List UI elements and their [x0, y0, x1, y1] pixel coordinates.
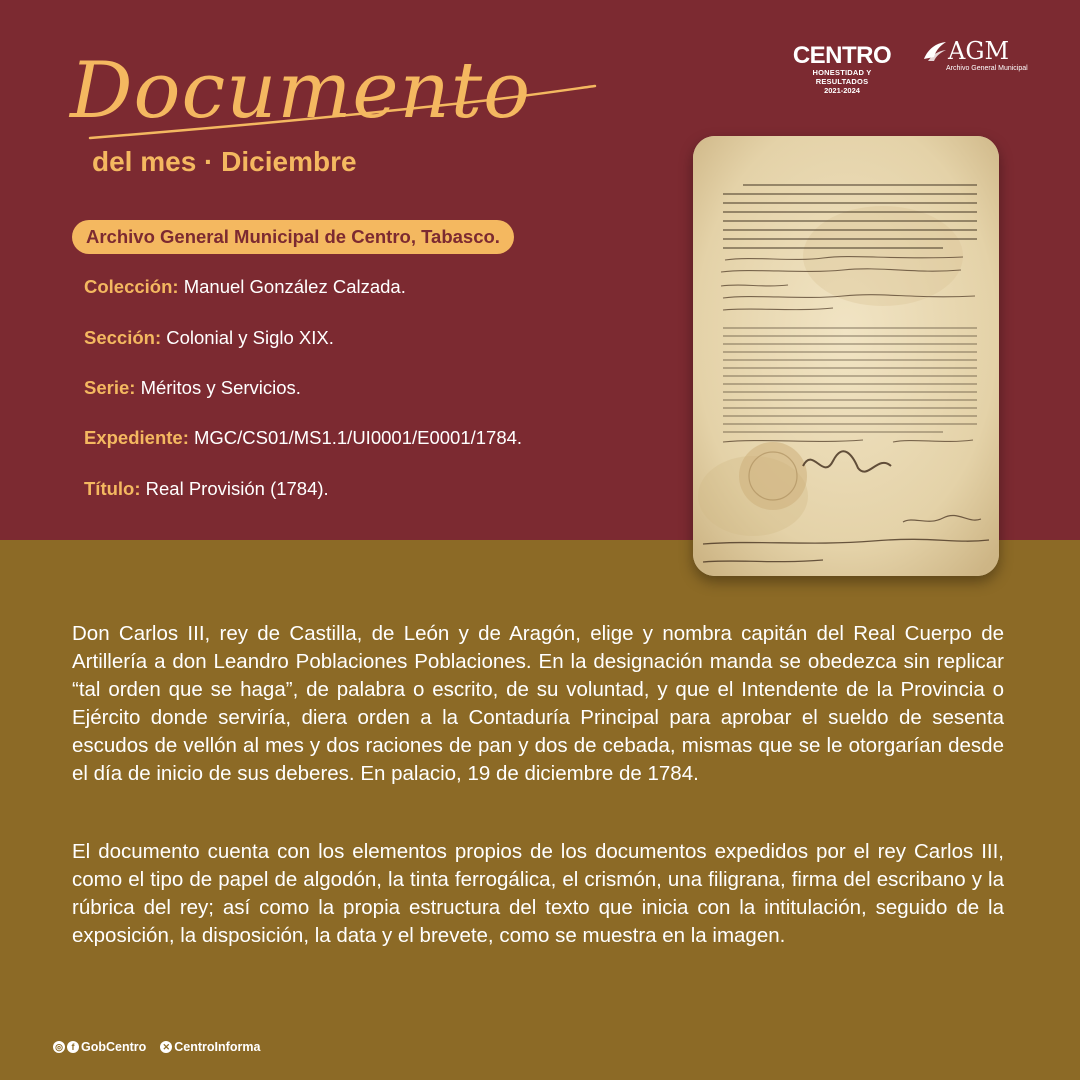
field-value: Manuel González Calzada.: [183, 276, 406, 297]
field-value: Colonial y Siglo XIX.: [166, 327, 334, 348]
description-paragraph-2: El documento cuenta con los elementos propios de los documentos expedidos por el rey Carlos III, como el tipo de papel de algodón, la tinta ferrogálica, el crismón, una filigrana, firma del escribano y la rúbrica del rey; así como la propia estructura del texto que inicia con la intitulación, seguido de la exposición, la disposición, la data y el brevete, como se muestra en la imagen.: [72, 840, 1004, 947]
document-illustration: [693, 136, 999, 576]
archive-pill: Archivo General Municipal de Centro, Tabasco.: [72, 220, 514, 254]
field-expediente: [84, 427, 522, 449]
agm-bird-icon: [922, 39, 948, 63]
agm-logo-caption: Archivo General Municipal: [946, 65, 1028, 72]
field-label: Serie:: [84, 377, 136, 398]
field-label: Título:: [84, 478, 141, 499]
centro-logo-tagline: HONESTIDAD Y RESULTADOS: [812, 68, 872, 86]
social-handle-centroinforma[interactable]: CentroInforma: [174, 1040, 261, 1054]
agm-logo-name: AGM: [948, 37, 1010, 65]
facebook-icon[interactable]: f: [67, 1041, 79, 1053]
social-handle-gobcentro[interactable]: GobCentro: [81, 1040, 147, 1054]
field-coleccion: [84, 276, 406, 298]
x-icon[interactable]: ✕: [160, 1041, 172, 1053]
description-paragraph-1: Don Carlos III, rey de Castilla, de León y de Aragón, elige y nombra capitán del Real Cuerpo de Artillería a don Leandro Poblaciones Poblaciones. En la designación manda se obedezca sin replicar “tal orden que se haga”, de palabra o escrito, de su voluntad, y que el Intendente de la Provincia o Ejército donde serviría, diera orden a la Contaduría Principal para aprobar el sueldo de sesenta escudos de vellón al mes y dos raciones de pan y dos de cebada, mismas que se le otorgarían desde el día de inicio de sus deberes. En palacio, 19 de diciembre de 1784.: [72, 622, 1004, 785]
subtitle-del-mes: del mes · Diciembre: [92, 146, 357, 177]
field-label: Sección:: [84, 327, 162, 348]
historical-document-image: [693, 136, 999, 576]
field-label: Colección:: [84, 276, 179, 297]
field-serie: [84, 377, 301, 399]
field-seccion: [84, 327, 334, 349]
agm-logo: [922, 38, 1032, 73]
title-flourish: [70, 60, 610, 150]
instagram-icon[interactable]: ◎: [53, 1041, 65, 1053]
field-value: MGC/CS01/MS1.1/UI0001/E0001/1784.: [194, 427, 523, 448]
footer-social: [53, 1040, 260, 1054]
centro-logo-name: CENTRO: [792, 42, 892, 69]
field-value: Real Provisión (1784).: [145, 478, 329, 499]
field-value: Méritos y Servicios.: [140, 377, 301, 398]
centro-logo: [786, 44, 898, 95]
field-titulo: [84, 478, 329, 500]
centro-logo-years: 2021-2024: [824, 86, 860, 95]
title-documento: Documento: [70, 46, 532, 136]
field-label: Expediente:: [84, 427, 189, 448]
